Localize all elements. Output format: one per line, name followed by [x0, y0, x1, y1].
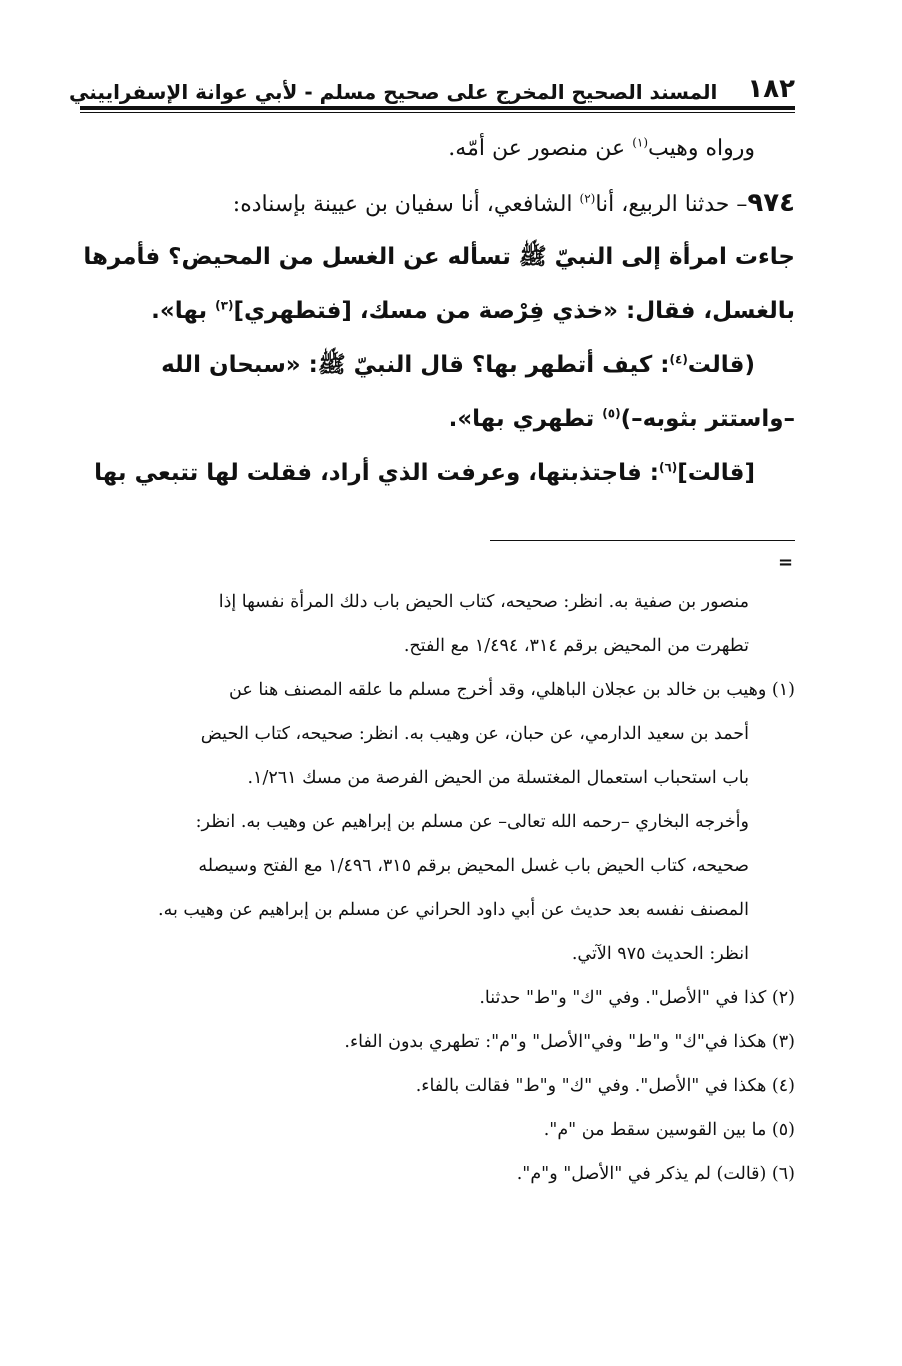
footnote-continued: تطهرت من المحيض برقم ٣١٤، ١/٤٩٤ مع الفتح.: [403, 636, 749, 656]
footnote-1-line: صحيحه، كتاب الحيض باب غسل المحيض برقم ٣١٥، ١/٤٩٦ مع الفتح وسيصله: [198, 856, 749, 876]
footnote-1: (١) وهيب بن خالد بن عجلان الباهلي، وقد أخرج مسلم ما علقه المصنف هنا عن: [229, 680, 795, 700]
footnotes: [80, 580, 795, 1196]
footnote-1-line: المصنف نفسه بعد حديث عن أبي داود الحراني عن مسلم بن إبراهيم عن وهيب به.: [158, 900, 749, 920]
header-rule-thick: [80, 106, 795, 110]
text-fragment: – حدثنا الربيع، أنا: [595, 192, 748, 217]
running-title: المسند الصحيح المخرج على صحيح مسلم - لأبي عوانة الإسفراييني: [69, 80, 718, 104]
text-fragment: (قالت: [687, 352, 755, 378]
continuation-mark: =: [778, 552, 794, 573]
text-fragment: بالغسل، فقال: «خذي فِرْصة من مسك، [فتطهري]: [233, 298, 795, 324]
footnote-6: (٦) (قالت) لم يذكر في "الأصل" و"م".: [516, 1164, 795, 1184]
hadith-text-line-5: [80, 446, 795, 500]
footnote-ref: (٥): [602, 406, 621, 421]
footnote-ref: (٢): [579, 191, 596, 206]
text-fragment: الشافعي، أنا سفيان بن عيينة بإسناده:: [232, 192, 580, 217]
footnote-3: (٣) هكذا في"ك" و"ط" وفي"الأصل" و"م": تطهري بدون الفاء.: [344, 1032, 795, 1052]
hadith-text-line-1: جاءت امرأة إلى النبيّ ﷺ تسأله عن الغسل من المحيض؟ فأمرها: [83, 244, 795, 270]
footnote-ref: (٦): [658, 460, 678, 475]
page-header: [69, 60, 795, 104]
hadith-text-line-4: [80, 392, 795, 446]
text-fragment: بها».: [151, 298, 216, 324]
footnote-separator: [490, 540, 795, 541]
page-number: ١٨٢: [747, 74, 795, 104]
text-fragment: تطهري بها».: [448, 406, 603, 432]
footnote-5: (٥) ما بين القوسين سقط من "م".: [543, 1120, 795, 1140]
footnote-4: (٤) هكذا في "الأصل". وفي "ك" و"ط" فقالت بالفاء.: [415, 1076, 795, 1096]
text-fragment: –واستتر بثوبه–): [620, 406, 795, 432]
text-fragment: عن منصور عن أمّه.: [448, 136, 633, 161]
footnote-ref: (١): [632, 135, 649, 150]
footnote-1-line: باب استحباب استعمال المغتسلة من الحيض الفرصة من مسك ١/٢٦١.: [247, 768, 749, 788]
hadith-number: ٩٧٤: [747, 188, 795, 218]
main-text: [80, 122, 795, 500]
footnote-1-line: انظر: الحديث ٩٧٥ الآتي.: [571, 944, 749, 964]
footnote-1-line: أحمد بن سعيد الدارمي، عن حبان، عن وهيب به. انظر: صحيحه، كتاب الحيض: [200, 724, 749, 744]
text-fragment: : كيف أتطهر بها؟ قال النبيّ ﷺ: «سبحان الله: [161, 352, 670, 378]
footnote-1-line: وأخرجه البخاري –رحمه الله تعالى– عن مسلم بن إبراهيم عن وهيب به. انظر:: [195, 812, 749, 832]
text-fragment: [قالت]: [677, 460, 755, 486]
text-fragment: ورواه وهيب: [648, 136, 755, 161]
hadith-text-line-2: [80, 284, 795, 338]
hadith-text-line-3: [80, 338, 795, 392]
hadith-974-intro: [80, 176, 795, 230]
footnote-2: (٢) كذا في "الأصل". وفي "ك" و"ط" حدثنا.: [479, 988, 795, 1008]
header-rule-thin: [80, 112, 795, 113]
footnote-ref: (٤): [669, 352, 688, 367]
text-fragment: : فاجتذبتها، وعرفت الذي أراد، فقلت لها تتبعي بها: [94, 460, 659, 486]
footnote-continued: منصور بن صفية به. انظر: صحيحه، كتاب الحيض باب دلك المرأة نفسها إذا: [218, 592, 749, 612]
footnote-ref: (٣): [215, 298, 234, 313]
text-line-1: [80, 122, 795, 176]
